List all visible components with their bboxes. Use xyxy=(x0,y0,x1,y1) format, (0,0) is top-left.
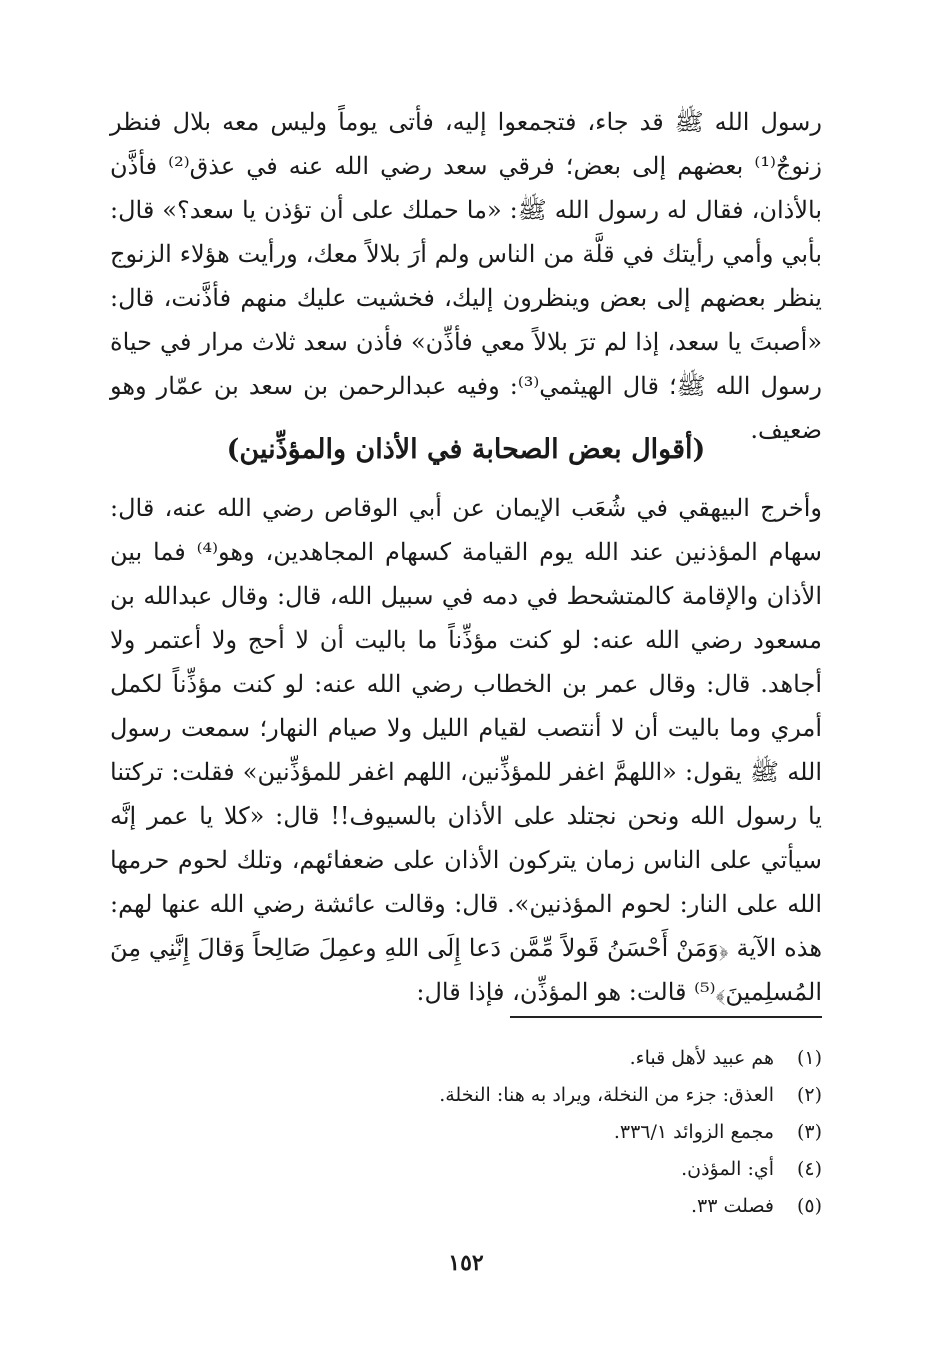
footnote-number: (١) xyxy=(796,1047,822,1069)
footnote-number: (٤) xyxy=(796,1158,822,1180)
footnote-number: (٢) xyxy=(796,1084,822,1106)
page-number: ١٥٢ xyxy=(448,1250,484,1276)
section-heading: (أقوال بعض الصحابة في الأذان والمؤذِّنين) xyxy=(226,434,706,465)
footnote-text: فصلت ٣٣. xyxy=(690,1195,774,1217)
body-paragraph-2: وأخرج البيهقي في شُعَب الإيمان عن أبي الوقاص رضي الله عنه، قال: سهام المؤذنين عند الله يوم القيامة كسهام المجاهدين، وهو⁽⁴⁾ فما بين الأذان والإقامة كالمتشحط في دمه في سبيل الله، قال: وقال عبدالله بن مسعود رضي الله عنه: لو كنت مؤذِّناً ما باليت أن لا أحج ولا أعتمر ولا أجاهد. قال: وقال عمر بن الخطاب رضي الله عنه: لو كنت مؤذِّناً لكمل أمري وما باليت أن لا أنتصب لقيام الليل ولا صيام النهار؛ سمعت رسول الله ﷺ يقول: «اللهمَّ اغفر للمؤذِّنين، اللهم اغفر للمؤذِّنين» فقلت: تركتنا يا رسول الله ونحن نجتلد على الأذان بالسيوف!! قال: «كلا يا عمر إنَّه سيأتي على الناس زمان يتركون الأذان على ضعفائهم، وتلك لحوم حرمها الله على النار: لحوم المؤذنين». قال: وقالت عائشة رضي الله عنها لهم: هذه الآية ﴿وَمَنْ أَحْسَنُ قَولاً مِّمَّن دَعا إِلَى اللهِ وعمِلَ صَالِحاً وَقالَ إِنَّنِي مِنَ المُسلِمينَ﴾⁽⁵⁾ قالت: هو المؤذِّن، فإذا قال: xyxy=(110,494,822,1006)
footnote-text: مجمع الزوائد ٣٣٦/١. xyxy=(613,1121,774,1143)
footnotes-list xyxy=(110,1040,822,1225)
footnote-text: العذق: جزء من النخلة، ويراد به هنا: النخلة. xyxy=(439,1084,774,1106)
footnote-2 xyxy=(110,1077,822,1114)
footnote-number: (٣) xyxy=(796,1121,822,1143)
footnote-number: (٥) xyxy=(796,1195,822,1217)
footnote-text: أي: المؤذن. xyxy=(681,1158,774,1180)
body-paragraph-1: رسول الله ﷺ قد جاء، فتجمعوا إليه، فأتى يوماً وليس معه بلال فنظر زنوجٌ⁽¹⁾ بعضهم إلى بعض؛ فرقي سعد رضي الله عنه في عذق⁽²⁾ فأذَّن بالأذان، فقال له رسول الله ﷺ: «ما حملك على أن تؤذن يا سعد؟» قال: بأبي وأمي رأيتك في قلَّة من الناس ولم أرَ بلالاً معك، ورأيت هؤلاء الزنوج ينظر بعضهم إلى بعض وينظرون إليك، فخشيت عليك منهم فأذَّنت، قال: «أصبتَ يا سعد، إذا لم ترَ بلالاً معي فأذِّن» فأذن سعد ثلاث مرار في حياة رسول الله ﷺ؛ قال الهيثمي⁽³⁾: وفيه عبدالرحمن بن سعد بن عمّار وهو ضعيف. xyxy=(110,108,823,444)
footnote-1 xyxy=(110,1040,822,1077)
footnote-4 xyxy=(110,1151,822,1188)
footnote-divider xyxy=(510,1016,822,1018)
footnote-3 xyxy=(110,1114,822,1151)
footnote-text: هم عبيد لأهل قباء. xyxy=(629,1047,774,1069)
footnote-5 xyxy=(110,1188,822,1225)
